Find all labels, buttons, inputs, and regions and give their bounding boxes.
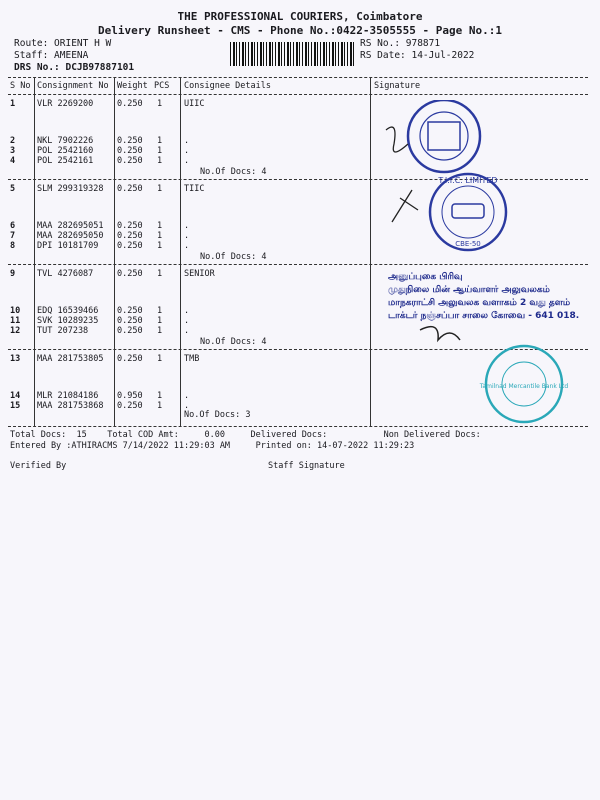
row-sno: 5 xyxy=(10,184,16,194)
row-sno: 6 xyxy=(10,221,16,231)
col-header-consignment: Consignment No xyxy=(37,81,109,91)
row-pcs: 1 xyxy=(157,241,163,251)
row-consignment: MAA 281753868 xyxy=(37,401,104,411)
row-details: . xyxy=(184,401,190,411)
row-sno: 7 xyxy=(10,231,16,241)
row-pcs: 1 xyxy=(157,156,163,166)
row-weight: 0.250 xyxy=(117,184,143,194)
row-details: . xyxy=(184,221,190,231)
row-weight: 0.250 xyxy=(117,241,143,251)
row-weight: 0.250 xyxy=(117,401,143,411)
docs-count: No.Of Docs: 4 xyxy=(200,252,267,262)
row-details: . xyxy=(184,316,190,326)
row-sno: 4 xyxy=(10,156,16,166)
row-consignment: POL 2542160 xyxy=(37,146,94,156)
column-divider xyxy=(180,77,181,427)
signature-1 xyxy=(386,127,408,152)
row-consignment: TVL 4276087 xyxy=(37,269,94,279)
row-sno: 1 xyxy=(10,99,16,109)
row-consignment: MAA 282695051 xyxy=(37,221,104,231)
tamil-stamp-line: முதுநிலை மின் ஆய்வாளர் அலுவலகம் xyxy=(388,285,550,295)
row-details: . xyxy=(184,326,190,336)
row-weight: 0.250 xyxy=(117,306,143,316)
tiic-stamp-city: CBE-50 xyxy=(455,240,481,248)
row-details: . xyxy=(184,231,190,241)
row-sno: 13 xyxy=(10,354,21,364)
row-pcs: 1 xyxy=(157,401,163,411)
consignee-name: TMB xyxy=(184,354,200,364)
consignee-name: UIIC xyxy=(184,99,205,109)
row-weight: 0.250 xyxy=(117,146,143,156)
staff-signature-label: Staff Signature xyxy=(268,461,345,471)
row-consignment: SLM 299319328 xyxy=(37,184,104,194)
entered-by-line: Entered By :ATHIRACMS 7/14/2022 11:29:03 AM Printed on: 14-07-2022 11:29:23 xyxy=(10,441,415,451)
row-details: . xyxy=(184,146,190,156)
row-consignment: VLR 2269200 xyxy=(37,99,94,109)
divider xyxy=(8,94,588,95)
row-weight: 0.250 xyxy=(117,136,143,146)
row-pcs: 1 xyxy=(157,221,163,231)
rs-date: RS Date: 14-Jul-2022 xyxy=(360,50,475,61)
row-pcs: 1 xyxy=(157,269,163,279)
tamil-stamp-line: டாக்டர் நஞ்சப்பா சாலை கோவை - 641 018. xyxy=(388,311,580,321)
row-sno: 10 xyxy=(10,306,21,316)
staff-label: Staff: AMEENA xyxy=(14,50,89,61)
docs-count: No.Of Docs: 4 xyxy=(200,337,267,347)
signature-2 xyxy=(392,190,418,222)
column-divider xyxy=(114,77,115,427)
row-details: . xyxy=(184,391,190,401)
row-weight: 0.950 xyxy=(117,391,143,401)
drs-number: DRS No.: DCJB97887101 xyxy=(14,62,135,73)
divider xyxy=(8,77,588,78)
tamil-stamp-line: அனுப்புகை பிரிவு xyxy=(388,272,463,282)
row-pcs: 1 xyxy=(157,316,163,326)
consignee-name: TIIC xyxy=(184,184,205,194)
row-weight: 0.250 xyxy=(117,221,143,231)
barcode xyxy=(230,42,356,66)
row-pcs: 1 xyxy=(157,231,163,241)
row-sno: 8 xyxy=(10,241,16,251)
row-sno: 9 xyxy=(10,269,16,279)
row-weight: 0.250 xyxy=(117,269,143,279)
column-divider xyxy=(370,77,371,427)
row-consignment: MAA 282695050 xyxy=(37,231,104,241)
row-consignment: POL 2542161 xyxy=(37,156,94,166)
row-weight: 0.250 xyxy=(117,354,143,364)
row-weight: 0.250 xyxy=(117,326,143,336)
col-header-consignee: Consignee Details xyxy=(184,81,271,91)
col-header-signature: Signature xyxy=(374,81,421,91)
row-pcs: 1 xyxy=(157,391,163,401)
row-sno: 11 xyxy=(10,316,21,326)
tmb-stamp-text: Tamilnad Mercantile Bank Ltd xyxy=(479,383,569,390)
report-subtitle: Delivery Runsheet - CMS - Phone No.:0422-3505555 - Page No.:1 xyxy=(98,24,502,37)
row-weight: 0.250 xyxy=(117,99,143,109)
row-consignment: MAA 281753805 xyxy=(37,354,104,364)
row-sno: 12 xyxy=(10,326,21,336)
signature-3 xyxy=(420,327,460,340)
rs-number: RS No.: 978871 xyxy=(360,38,441,49)
row-pcs: 1 xyxy=(157,354,163,364)
row-sno: 3 xyxy=(10,146,16,156)
row-pcs: 1 xyxy=(157,99,163,109)
tmb-stamp xyxy=(479,346,569,422)
row-consignment: SVK 10289235 xyxy=(37,316,99,326)
col-header-pcs: PCS xyxy=(154,81,170,91)
signatures-stamps xyxy=(380,100,600,440)
row-weight: 0.250 xyxy=(117,156,143,166)
row-pcs: 1 xyxy=(157,136,163,146)
report-title: THE PROFESSIONAL COURIERS, Coimbatore xyxy=(177,10,423,23)
tiic-stamp-text: T.I.I.C. LIMITED xyxy=(438,176,498,185)
tamil-stamp-line: மாநகராட்சி அலுவலக வளாகம் 2 வது தளம் xyxy=(388,298,571,308)
tiic-stamp xyxy=(430,174,506,250)
row-weight: 0.250 xyxy=(117,231,143,241)
col-header-weight: Weight xyxy=(117,81,148,91)
row-sno: 14 xyxy=(10,391,21,401)
row-consignment: MLR 21084186 xyxy=(37,391,99,401)
consignee-name: SENIOR xyxy=(184,269,215,279)
col-header-sno: S No xyxy=(10,81,31,91)
docs-count: No.Of Docs: 3 xyxy=(184,410,251,420)
route-label: Route: ORIENT H W xyxy=(14,38,112,49)
row-sno: 15 xyxy=(10,401,21,411)
totals-line: Total Docs: 15 Total COD Amt: 0.00 Delivered Docs: Non Delivered Docs: xyxy=(10,430,481,440)
row-details: . xyxy=(184,136,190,146)
row-details: . xyxy=(184,241,190,251)
row-weight: 0.250 xyxy=(117,316,143,326)
row-details: . xyxy=(184,156,190,166)
row-consignment: DPI 10181709 xyxy=(37,241,99,251)
row-sno: 2 xyxy=(10,136,16,146)
verified-by-label: Verified By xyxy=(10,461,67,471)
docs-count: No.Of Docs: 4 xyxy=(200,167,267,177)
column-divider xyxy=(34,77,35,427)
row-consignment: NKL 7902226 xyxy=(37,136,94,146)
row-details: . xyxy=(184,306,190,316)
row-pcs: 1 xyxy=(157,146,163,156)
row-pcs: 1 xyxy=(157,326,163,336)
uiic-stamp xyxy=(408,100,480,172)
row-consignment: EDQ 16539466 xyxy=(37,306,99,316)
row-pcs: 1 xyxy=(157,306,163,316)
row-pcs: 1 xyxy=(157,184,163,194)
row-consignment: TUT 207238 xyxy=(37,326,89,336)
